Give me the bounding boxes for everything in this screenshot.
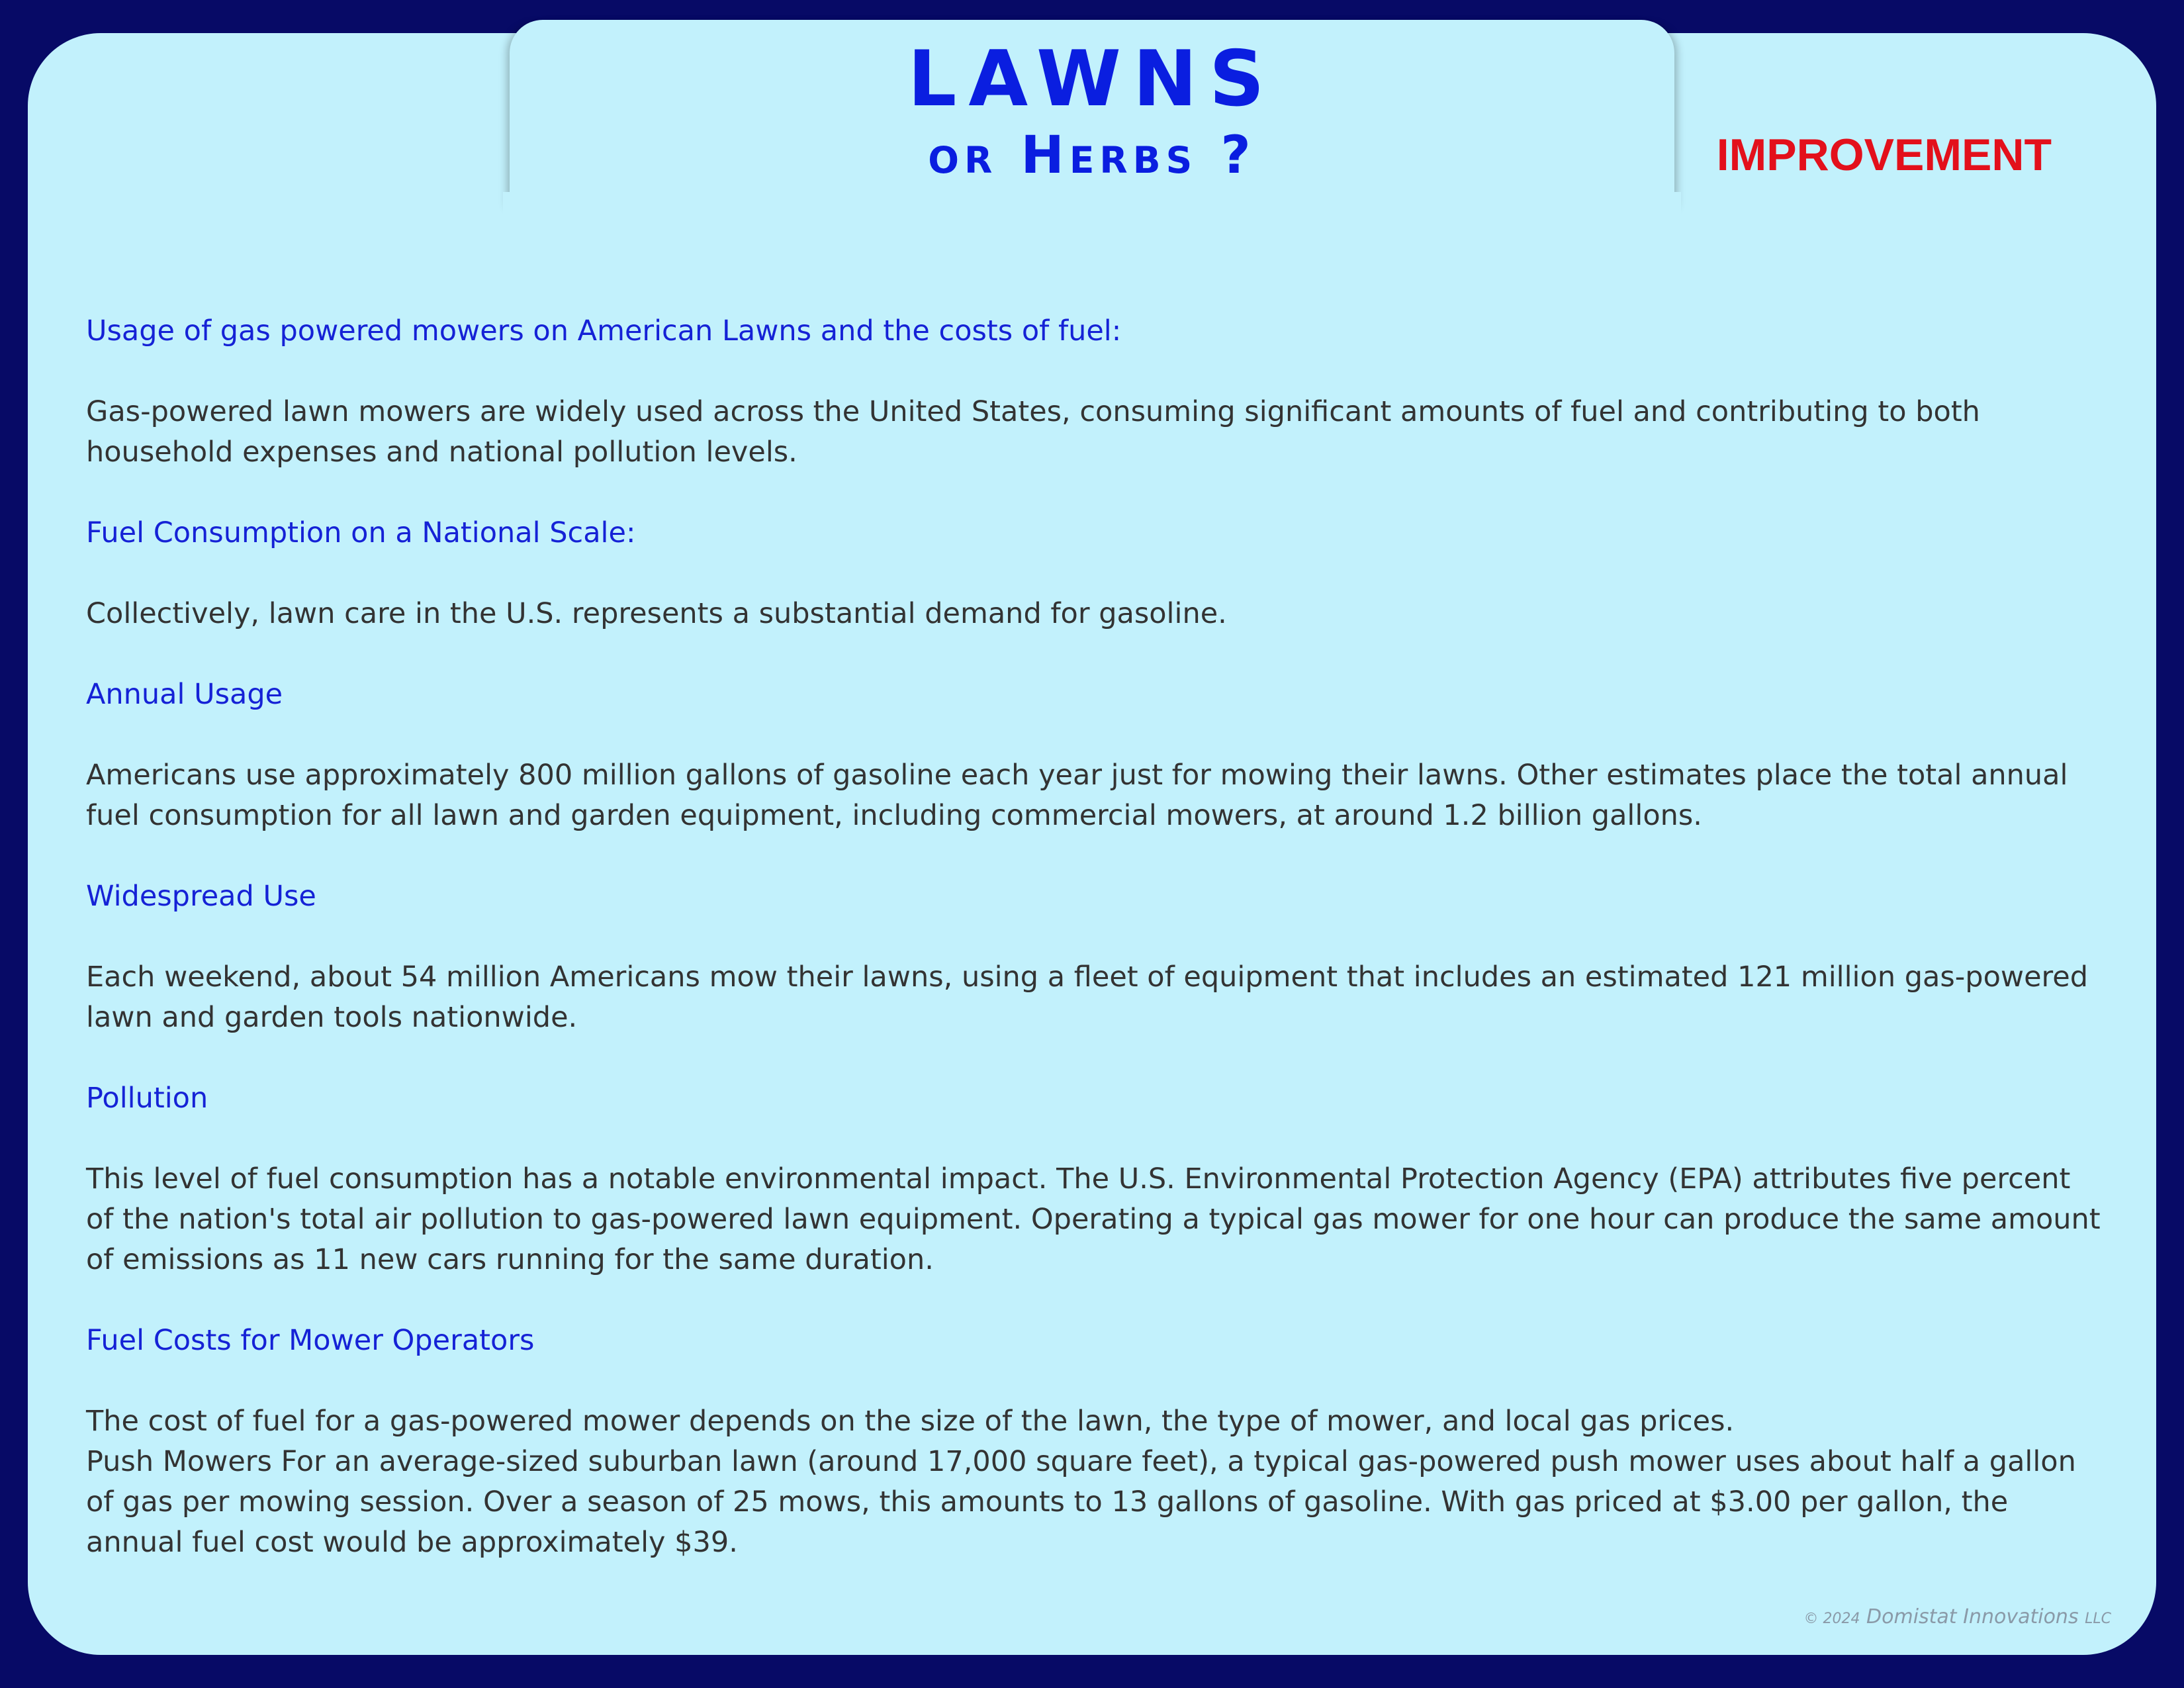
section-heading: Usage of gas powered mowers on American Lawns and the costs of fuel: [86, 314, 1122, 348]
section-heading: Fuel Consumption on a National Scale: [86, 516, 636, 549]
section-paragraph: Americans use approximately 800 million gallons of gasoline each year just for mowing their lawns. Other estimates place the total annual fuel consumption for all lawn and garden equipment, including commercial mowers, at around 1.2 billion gallons. [86, 759, 2068, 832]
section-fuel-costs [86, 1321, 2105, 1563]
section-heading: Pollution [86, 1082, 208, 1115]
section-national-consumption [86, 513, 2105, 634]
section-heading: Widespread Use [86, 880, 316, 913]
section-annual-usage [86, 675, 2105, 836]
title-tab-join [503, 192, 1681, 232]
section-paragraph: Gas-powered lawn mowers are widely used across the United States, consuming significant amounts of fuel and contributing to both household expenses and national pollution levels. [86, 395, 1980, 469]
page-title: LAWNS [907, 34, 1277, 124]
article-body [86, 311, 2105, 1563]
section-gas-mower-usage [86, 311, 2105, 473]
copyright-footer [1803, 1607, 2111, 1627]
section-paragraph: The cost of fuel for a gas-powered mower depends on the size of the lawn, the type of mower, and local gas prices. [86, 1405, 1735, 1438]
section-paragraph: Each weekend, about 54 million Americans mow their lawns, using a fleet of equipment that includes an estimated 121 million gas-powered lawn and garden tools nationwide. [86, 961, 2089, 1034]
page-subtitle: or Herbs ? [928, 126, 1256, 185]
section-heading: Fuel Costs for Mower Operators [86, 1324, 535, 1357]
section-paragraph: Collectively, lawn care in the U.S. represents a substantial demand for gasoline. [86, 597, 1227, 630]
section-widespread-use [86, 876, 2105, 1038]
copyright-year: © 2024 [1803, 1611, 1860, 1627]
section-paragraph: This level of fuel consumption has a notable environmental impact. The U.S. Environmental Protection Agency (EPA) attributes five percent of the nation's total air pollution to gas-powered lawn equipment. Operating a typical gas mower for one hour can produce the same amount of emissions as 11 new cars running for the same duration. [86, 1162, 2101, 1276]
section-pollution [86, 1078, 2105, 1280]
section-heading: Annual Usage [86, 678, 283, 711]
section-paragraph: Push Mowers For an average-sized suburban lawn (around 17,000 square feet), a typical gas-powered push mower uses about half a gallon of gas per mowing session. Over a season of 25 mows, this amounts to 13 gallons of gasoline. With gas priced at $3.00 per gallon, the annual fuel cost would be approximately $39. [86, 1445, 2076, 1559]
company-suffix: LLC [2085, 1611, 2111, 1627]
improvement-badge: IMPROVEMENT [1716, 130, 2052, 180]
company-name: Domistat Innovations [1866, 1605, 2079, 1628]
